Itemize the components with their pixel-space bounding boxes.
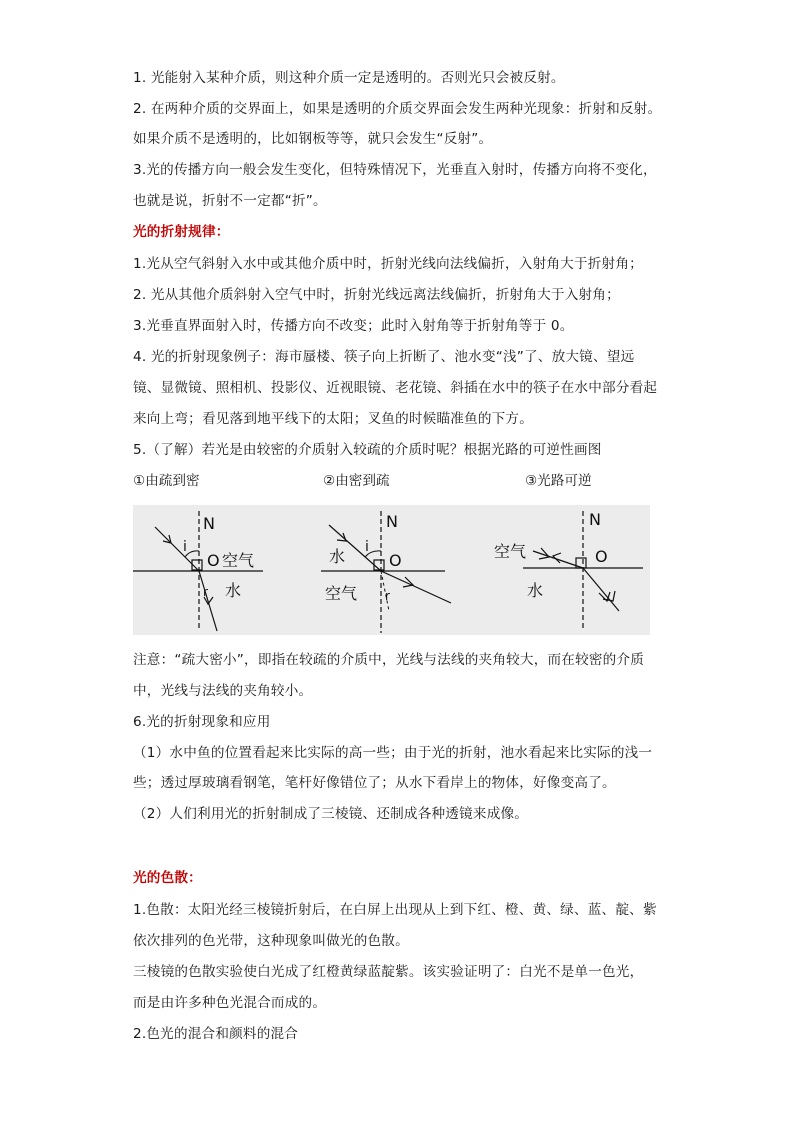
diagram-caption-1: ①由疏到密 <box>133 473 200 489</box>
normal-label: N <box>203 514 215 533</box>
lower-medium-label: 水 <box>225 581 242 600</box>
paragraph-line: 2. 在两种介质的交界面上，如果是透明的介质交界面会发生两种光现象：折射和反射。 <box>133 101 662 117</box>
normal-label: N <box>386 512 398 531</box>
refraction-angle-label: r <box>385 589 390 603</box>
ray-lower <box>583 568 619 611</box>
paragraph-line: 1. 光能射入某种介质，则这种介质一定是透明的。否则光只会被反射。 <box>133 70 565 86</box>
paragraph-line: （1）水中鱼的位置看起来比实际的高一些；由于光的折射，池水看起来比实际的浅一 <box>133 745 653 761</box>
paragraph-line: 些；透过厚玻璃看钢笔，笔杆好像错位了；从水下看岸上的物体，好像变高了。 <box>133 775 616 791</box>
paragraph-line: 5.（了解）若光是由较密的介质射入较疏的介质时呢？根据光路的可逆性画图 <box>133 442 602 458</box>
lower-medium-label: 水 <box>527 581 544 600</box>
paragraph-line: （2）人们利用光的折射制成了三棱镜、还制成各种透镜来成像。 <box>133 806 529 822</box>
refracted-ray <box>199 571 217 631</box>
paragraph-line: 中，光线与法线的夹角较小。 <box>133 683 313 699</box>
paragraph-line: 3.光垂直界面射入时，传播方向不改变；此时入射角等于折射角等于 0。 <box>133 318 574 334</box>
diagram-caption-3: ③光路可逆 <box>525 473 592 489</box>
point-label: O <box>595 547 608 566</box>
paragraph-line: 6.光的折射现象和应用 <box>133 714 271 730</box>
paragraph-line: 也就是说，折射不一定都“折”。 <box>133 193 327 209</box>
paragraph-line: 1.色散：太阳光经三棱镜折射后，在白屏上出现从上到下红、橙、黄、绿、蓝、靛、紫 <box>133 902 657 918</box>
paragraph-line: 依次排列的色光带，这种现象叫做光的色散。 <box>133 933 409 949</box>
lower-medium-label: 空气 <box>325 584 358 603</box>
section-heading-dispersion: 光的色散： <box>133 870 202 886</box>
diagram-panel-2 <box>321 511 451 633</box>
normal-label: N <box>589 510 601 529</box>
paragraph-line: 3.光的传播方向一般会发生变化，但特殊情况下，光垂直入射时，传播方向将不变化， <box>133 162 657 178</box>
incidence-angle-label: i <box>183 539 187 555</box>
paragraph-line: 4. 光的折射现象例子：海市蜃楼、筷子向上折断了、池水变“浅”了、放大镜、望远 <box>133 349 635 365</box>
paragraph-line: 来向上弯；看见落到地平线下的太阳；叉鱼的时候瞄准鱼的下方。 <box>133 411 534 427</box>
incidence-angle-label: i <box>365 539 369 555</box>
paragraph-line: 镜、显微镜、照相机、投影仪、近视眼镜、老花镜、斜插在水中的筷子在水中部分看起 <box>133 380 658 396</box>
paragraph-line: 注意：“疏大密小”，即指在较疏的介质中，光线与法线的夹角较大，而在较密的介质 <box>133 652 645 668</box>
arrow-icon <box>337 533 346 541</box>
refraction-angle-label: r <box>203 585 208 599</box>
diagram-panel-3 <box>494 510 643 629</box>
diagram-caption-2: ②由密到疏 <box>323 473 390 489</box>
paragraph-line: 三棱镜的色散实验使白光成了红橙黄绿蓝靛紫。该实验证明了：白光不是单一色光， <box>133 964 644 980</box>
paragraph-line: 2.色光的混合和颜料的混合 <box>133 1026 299 1042</box>
refraction-diagram-svg <box>133 505 650 635</box>
diagram-panel-1 <box>133 511 263 631</box>
section-heading-refraction-law: 光的折射规律： <box>133 224 230 240</box>
paragraph-line: 2. 光从其他介质斜射入空气中时，折射光线远离法线偏折，折射角大于入射角； <box>133 287 620 303</box>
refracted-ray <box>381 571 451 603</box>
upper-medium-label: 水 <box>329 547 346 566</box>
arrow-icon <box>553 553 561 563</box>
paragraph-line: 而是由许多种色光混合而成的。 <box>133 995 327 1011</box>
point-label: O <box>207 551 220 570</box>
paragraph-line: 如果介质不是透明的，比如钢板等等，就只会发生“反射”。 <box>133 131 493 147</box>
refraction-diagram <box>133 505 650 635</box>
upper-medium-label: 空气 <box>222 551 255 570</box>
angle-arc <box>185 551 199 557</box>
upper-medium-label: 空气 <box>494 542 527 561</box>
point-label: O <box>389 551 402 570</box>
paragraph-line: 1.光从空气斜射入水中或其他介质中时，折射光线向法线偏折，入射角大于折射角； <box>133 256 643 272</box>
